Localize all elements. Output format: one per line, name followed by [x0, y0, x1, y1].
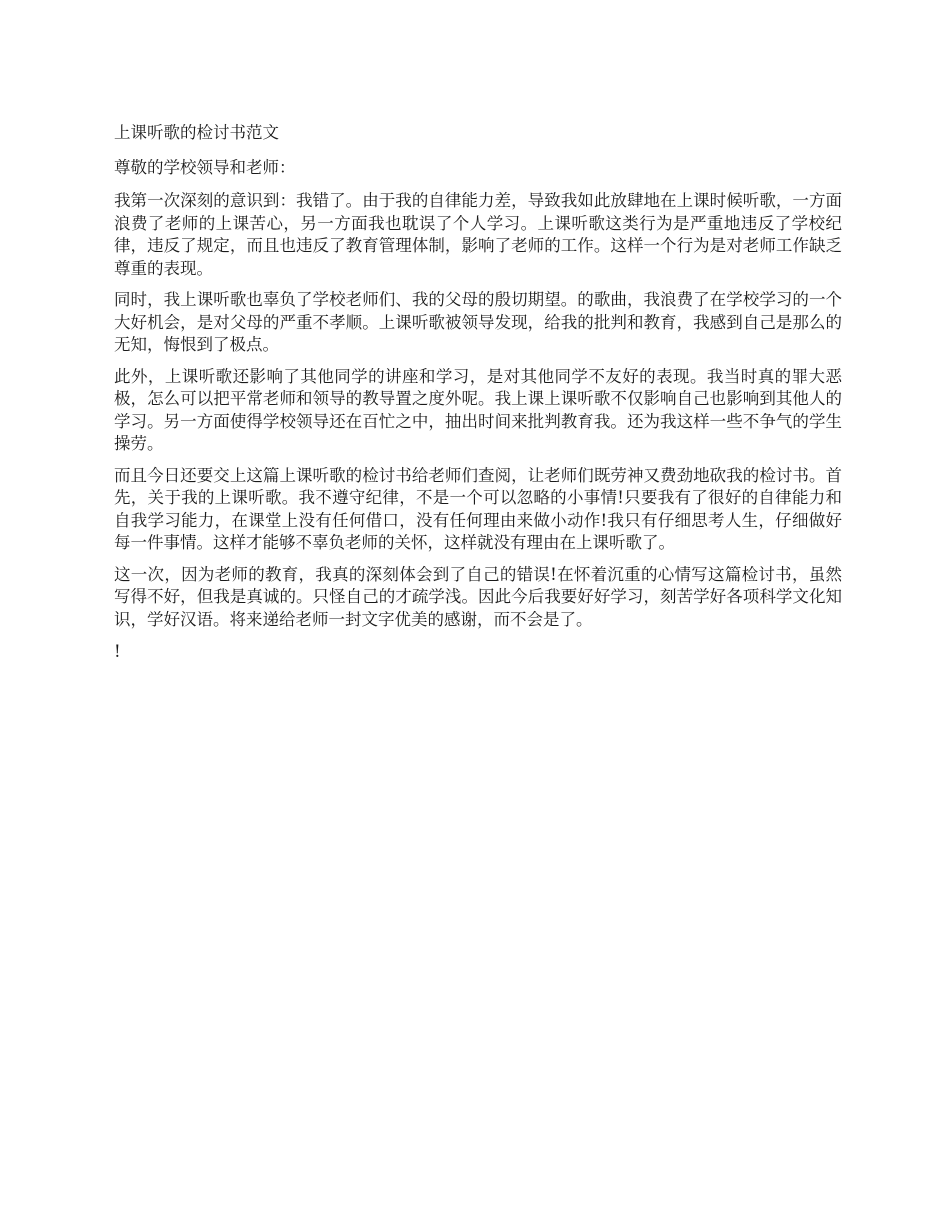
document-title: 上课听歌的检讨书范文 [114, 123, 279, 142]
paragraph-4: 而且今日还要交上这篇上课听歌的检讨书给老师们查阅，让老师们既劳神又费劲地砍我的检讨书。首先，关于我的上课听歌。我不遵守纪律，不是一个可以忽略的小事情!只要我有了很好的自律能力和自我学习能力，在课堂上没有任何借口，没有任何理由来做小动作!我只有仔细思考人生，仔细做好每一件事情。这样才能够不辜负老师的关怀，这样就没有理由在上课听歌了。 [114, 465, 842, 552]
document-page [114, 120, 842, 664]
paragraph-3: 此外，上课听歌还影响了其他同学的讲座和学习，是对其他同学不友好的表现。我当时真的罪大恶极，怎么可以把平常老师和领导的教导置之度外呢。我上课上课听歌不仅影响自己也影响到其他人的学习。另一方面使得学校领导还在百忙之中，抽出时间来批判教育我。还为我这样一些不争气的学生操劳。 [114, 366, 842, 453]
salutation: 尊敬的学校领导和老师： [114, 158, 296, 177]
paragraph-1: 我第一次深刻的意识到：我错了。由于我的自律能力差，导致我如此放肆地在上课时候听歌，一方面浪费了老师的上课苦心，另一方面我也耽误了个人学习。上课听歌这类行为是严重地违反了学校纪律，违反了规定，而且也违反了教育管理体制，影响了老师的工作。这样一个行为是对老师工作缺乏尊重的表现。 [114, 191, 842, 278]
paragraph-5: 这一次，因为老师的教育，我真的深刻体会到了自己的错误!在怀着沉重的心情写这篇检讨书，虽然写得不好，但我是真诚的。只怪自己的才疏学浅。因此今后我要好好学习，刻苦学好各项科学文化知识，学好汉语。将来递给老师一封文字优美的感谢，而不会是了。 [114, 564, 842, 629]
paragraph-2: 同时，我上课听歌也辜负了学校老师们、我的父母的殷切期望。的歌曲，我浪费了在学校学习的一个大好机会，是对父母的严重不孝顺。上课听歌被领导发现，给我的批判和教育，我感到自己是那么的无知，悔恨到了极点。 [114, 290, 842, 354]
closing-mark: ! [114, 642, 121, 661]
